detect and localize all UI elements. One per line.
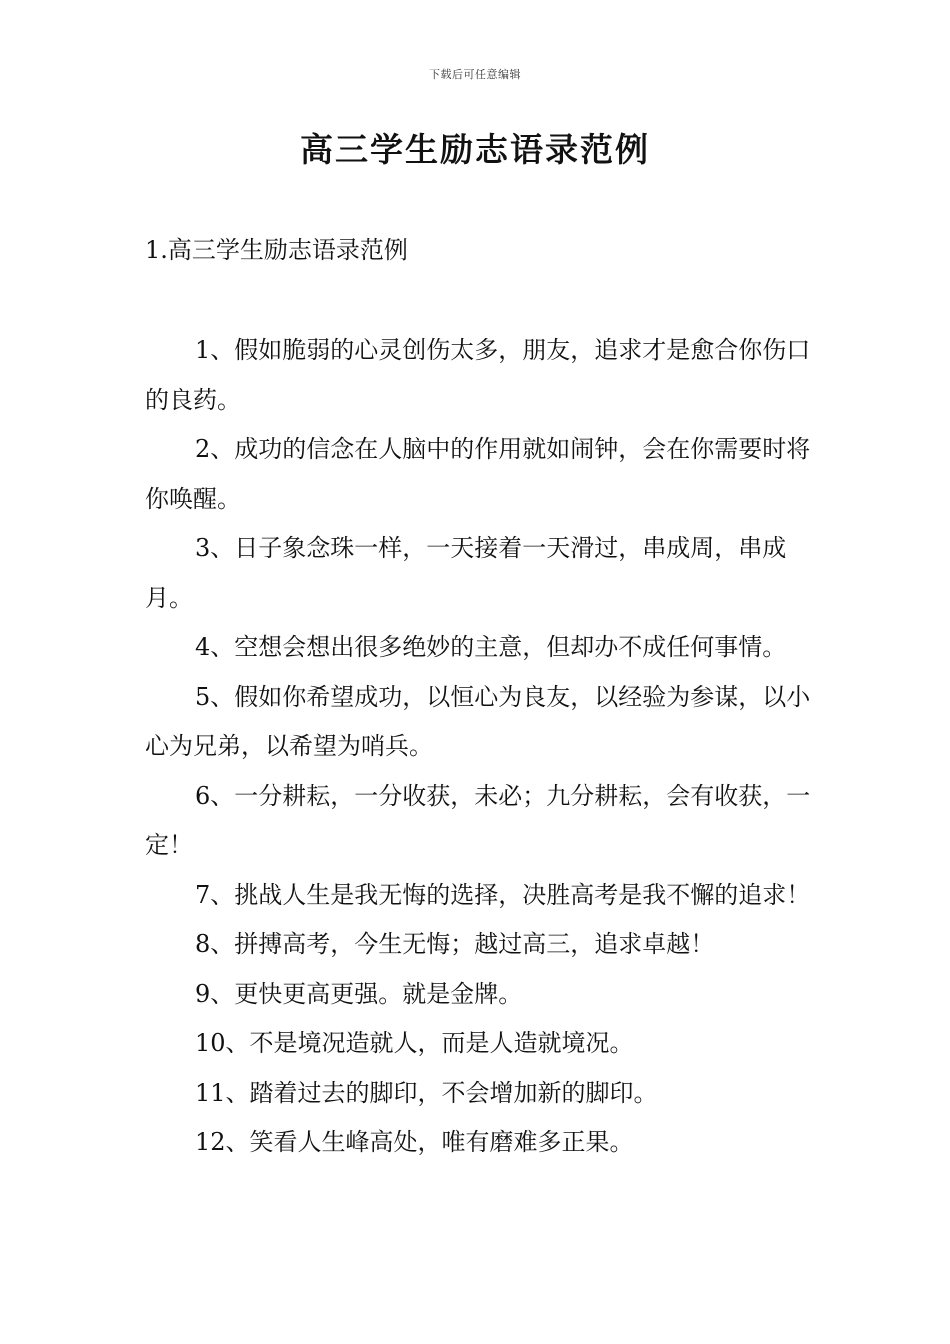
list-item: 10、不是境况造就人，而是人造就境况。 xyxy=(195,1029,634,1057)
header-note: 下载后可任意编辑 xyxy=(429,68,521,81)
list-item: 6、一分耕耘，一分收获，未必；九分耕耘，会有收获，一定！ xyxy=(145,781,811,859)
list-item: 12、笑看人生峰高处，唯有磨难多正果。 xyxy=(195,1128,634,1156)
list-item: 9、更快更高更强。就是金牌。 xyxy=(195,979,523,1008)
quote-list xyxy=(145,326,815,1168)
list-item: 7、挑战人生是我无悔的选择，决胜高考是我不懈的追求！ xyxy=(195,880,811,909)
list-item: 11、踏着过去的脚印，不会增加新的脚印。 xyxy=(195,1078,658,1107)
list-item: 3、日子象念珠一样，一天接着一天滑过，串成周，串成月。 xyxy=(145,534,787,612)
list-item: 5、假如你希望成功，以恒心为良友，以经验为参谋，以小心为兄弟，以希望为哨兵。 xyxy=(145,682,811,760)
list-item: 2、成功的信念在人脑中的作用就如闹钟，会在你需要时将你唤醒。 xyxy=(145,435,811,513)
list-item: 4、空想会想出很多绝妙的主意，但却办不成任何事情。 xyxy=(195,633,787,661)
list-item: 1、假如脆弱的心灵创伤太多，朋友，追求才是愈合你伤口的良药。 xyxy=(145,336,811,414)
document-title: 高三学生励志语录范例 xyxy=(300,130,650,169)
section-heading: 1.高三学生励志语录范例 xyxy=(145,236,408,264)
list-item: 8、拼搏高考，今生无悔；越过高三，追求卓越！ xyxy=(195,930,715,958)
